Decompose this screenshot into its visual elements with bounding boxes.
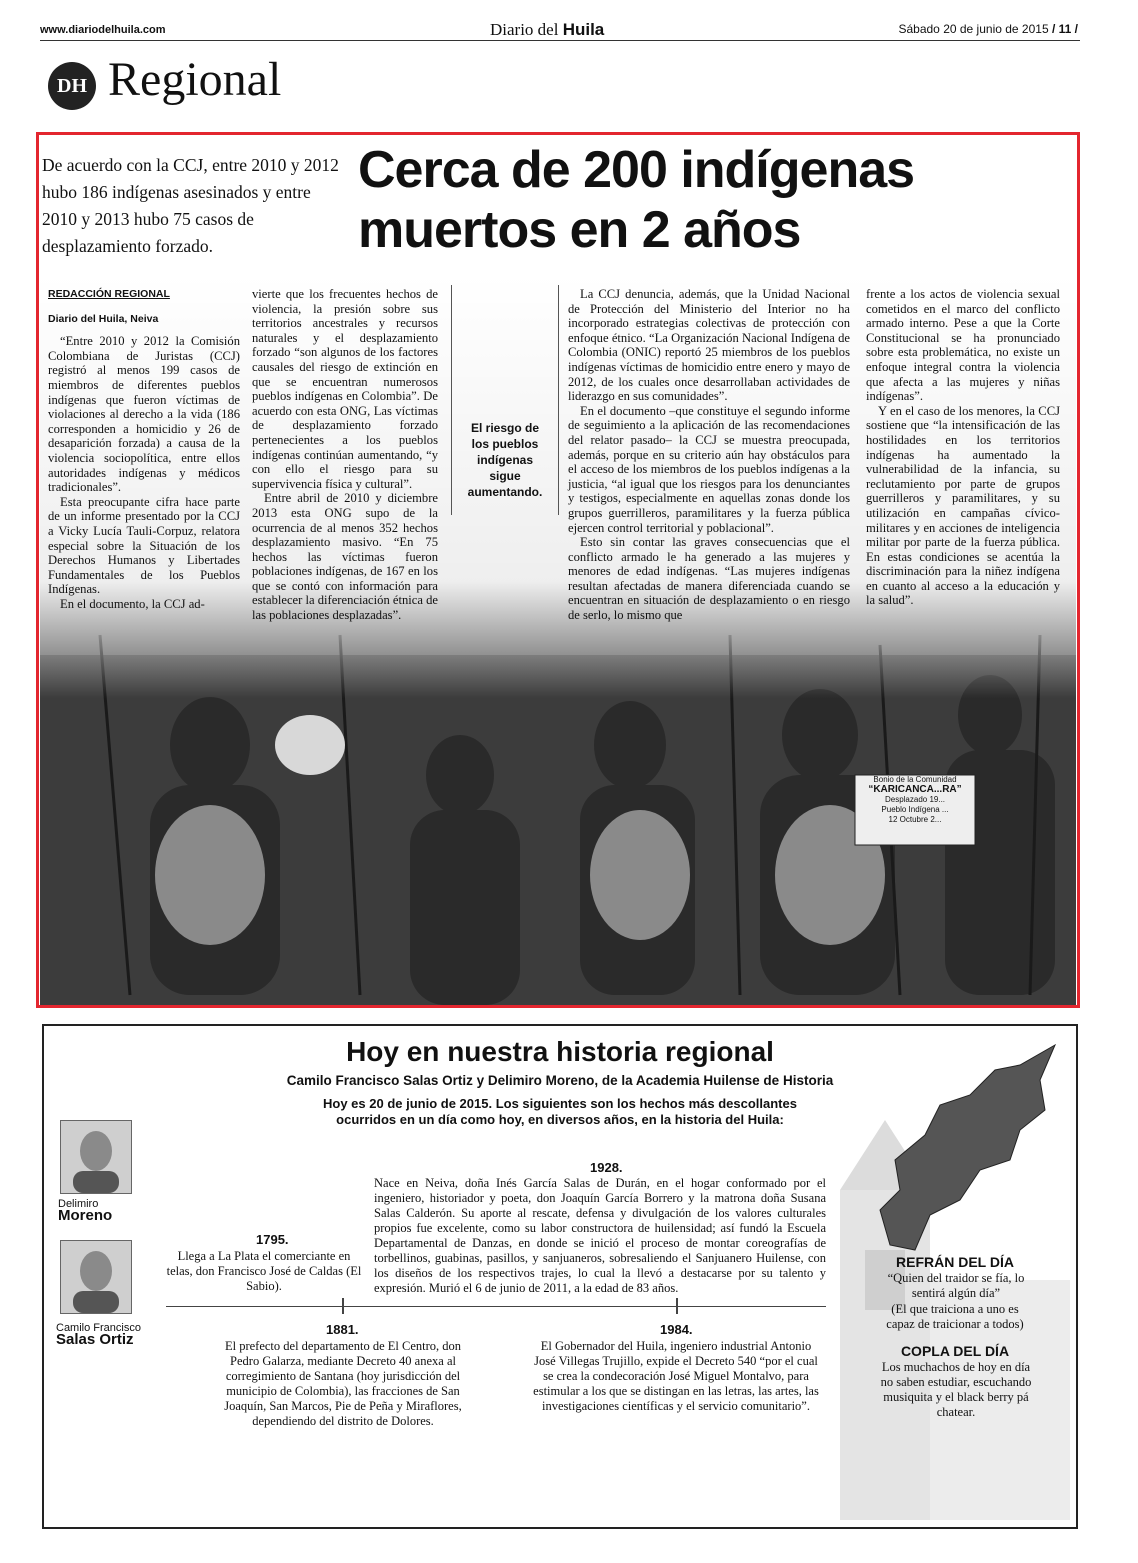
copla-title: COPLA DEL DÍA bbox=[900, 1343, 1010, 1359]
header-rule bbox=[40, 40, 1080, 41]
paragraph: La CCJ denuncia, además, que la Unidad Nacional de Protección del Ministerio del Interior no ha incorporado estrategias colectivas de protección con enfoque étnico. “La Organización Nacional Indígena de Colombia (ONIC) reportó 25 miembros de los pueblos indígenas víctimas de homicidio entre enero y mayo de 2012, de los cuales once desarrollaban actividades de liderazgo en sus comunidades”. bbox=[568, 287, 850, 404]
event-year: 1881. bbox=[326, 1322, 359, 1337]
dh-logo: DH bbox=[48, 62, 96, 110]
article-column-2 bbox=[252, 287, 438, 623]
paragraph: frente a los actos de violencia sexual cometidos en el marco del conflicto armado interno. Pese a que la Corte Constitucional se ha pronunciado sobre esta problemática, no existe un enfoque integral contra la violencia que afecta a las mujeres y niñas indígenas”. bbox=[866, 287, 1060, 404]
refran-explanation: (El que traiciona a uno es capaz de traicionar a todos) bbox=[886, 1302, 1024, 1331]
byline-section: REDACCIÓN REGIONAL bbox=[48, 288, 170, 300]
timeline-tick bbox=[676, 1298, 678, 1314]
column-rule bbox=[451, 285, 452, 515]
issue-date bbox=[898, 22, 1078, 36]
paragraph: Entre abril de 2010 y diciembre 2013 esta ONG supo de la ocurrencia de al menos 352 hechos desplazamiento masivo. “En 75 hechos las víctimas fueron poblaciones indígenas, de 167 en los que se contó con información para establecer la diferenciación étnica de las poblaciones desplazadas”. bbox=[252, 491, 438, 623]
refran-quote: “Quien del traidor se fía, lo sentirá algún día” bbox=[887, 1271, 1025, 1300]
date-text: Sábado 20 de junio de 2015 bbox=[898, 22, 1049, 36]
event-year: 1928. bbox=[590, 1160, 623, 1175]
newspaper-name-bold: Huila bbox=[562, 20, 605, 39]
author-first-name: Delimiro bbox=[58, 1198, 99, 1210]
sign-line-2: “KARICANCA...RA” bbox=[868, 784, 962, 795]
event-year: 1795. bbox=[256, 1232, 289, 1247]
paragraph: vierte que los frecuentes hechos de violencia, la presión sobre sus territorios ancestrales y recursos naturales y el desplazamiento forzado “son algunos de los factores causales del riesgo de extinción en que se encuentran numerosos pueblos indígenas en Colombia”. De acuerdo con esta ONG, Las víctimas de desplazamiento forzado pertenecientes a los pueblos indígenas continúan aumentando, “y con ello el riesgo para su supervivencia física y cultural”. bbox=[252, 287, 438, 491]
sign-line-1: Bonio de la Comunidad bbox=[873, 775, 957, 784]
history-subtitle: Camilo Francisco Salas Ortiz y Delimiro Moreno, de la Academia Huilense de Historia bbox=[286, 1073, 834, 1088]
paragraph: Esta preocupante cifra hace parte de un informe presentado por la CCJ a Vicky Lucía Tauli-Corpuz, relatora especial sobre la Situación de los Derechos Humanos y Libertades Fundamentales de los Pueblos Indígenas. bbox=[48, 494, 240, 597]
article-deck: De acuerdo con la CCJ, entre 2010 y 2012 hubo 186 indígenas asesinados y entre 2010 y 2013 hubo 75 casos de desplazamiento forzado. bbox=[42, 155, 339, 256]
article-column-3 bbox=[568, 287, 850, 623]
sign-line-4: Pueblo Indígena ... bbox=[881, 805, 949, 814]
sign-line-5: 12 Octubre 2... bbox=[888, 815, 942, 824]
column-rule bbox=[558, 285, 559, 515]
paragraph: “Entre 2010 y 2012 la Comisión Colombiana de Juristas (CCJ) registró al menos 199 casos de miembros de diferentes pueblos indígenas que fueron víctimas de violaciones al derecho a la vida (186 corresponden a homicidio y 26 de desaparición forzada) a causa de la violencia sociopolítica, entre ellos autoridades indígenas y médicos tradicionales”. bbox=[48, 334, 240, 495]
event-text: El prefecto del departamento de El Centro, don Pedro Galarza, mediante Decreto 40 anexa al corregimiento de Santana (hoy jurisdicción del municipio de Colombia), las fracciones de San Joaquín, San Marcos, Pie de Peña y Miraflores, dependiendo del distrito de Dolores. bbox=[224, 1339, 462, 1428]
author-first-name: Camilo Francisco bbox=[56, 1322, 141, 1334]
history-intro: Hoy es 20 de junio de 2015. Los siguientes son los hechos más descollantes ocurridos en un día como hoy, en diversos años, en la historia del Huila: bbox=[323, 1096, 797, 1127]
pull-quote: El riesgo de los pueblos indígenas sigue aumentando. bbox=[467, 421, 543, 499]
paragraph: En el documento, la CCJ ad- bbox=[60, 596, 205, 611]
paragraph: Y en el caso de los menores, la CCJ sostiene que “la intensificación de las hostilidades en los territorios indígenas ha aumentado la vulnerabilidad de la infancia, su reclutamiento por parte de grupos guerrilleros y paramilitares, y su utilización en campañas cívico-militares y en acciones de inteligencia militar por parte de la fuerza pública. En estas condiciones se acentúa la discriminación para la niñez indígena en cuanto al acceso a la educación y la salud”. bbox=[866, 403, 1060, 608]
author-caption-moreno bbox=[58, 1198, 112, 1223]
section-title: Regional bbox=[108, 53, 282, 106]
event-text: Nace en Neiva, doña Inés García Salas de Durán, en el hogar conformado por el ingeniero, historiador y poeta, don Joaquín García Borrero y la matrona doña Susana Salas Calderón. Su aporte al rescate, defensa y divulgación de los valores culturales propios fue excelente, como su labor constructora de huilensidad; así fundó la Escuela Departamental de Danzas, en donde se inició el proceso de montar coreografías de torbellinos, guabinas, pasillos, y sanjuaneros, sobresaliendo el Sanjuanero Huilense, con los diseños de los respectivos trajes, lo cual la llevó a destacarse por su talento y expresión. Murió el 6 de junio de 2011, a la edad de 83 años. bbox=[374, 1176, 826, 1295]
article-headline: Cerca de 200 indígenas muertos en 2 años bbox=[358, 141, 915, 259]
event-text: El Gobernador del Huila, ingeniero industrial Antonio José Villegas Trujillo, expide el Decreto 540 “por el cual se crea la condecoración José Miguel Montalvo, para estimular a los que se distingan en las letras, las artes, las investigaciones científicas y el servicio comunitario”. bbox=[533, 1339, 819, 1413]
newspaper-name-prefix: Diario del bbox=[490, 20, 559, 39]
history-title: Hoy en nuestra historia regional bbox=[346, 1036, 774, 1067]
copla-text: Los muchachos de hoy en día no saben estudiar, escuchando musiquita y el black berry pá chatear. bbox=[880, 1360, 1032, 1419]
article-column-4 bbox=[866, 287, 1060, 608]
newspaper-name bbox=[490, 20, 604, 40]
event-text: Llega a La Plata el comerciante en telas, don Francisco José de Caldas (El Sabio). bbox=[166, 1249, 362, 1293]
author-photo-moreno bbox=[60, 1120, 132, 1194]
timeline-tick bbox=[342, 1298, 344, 1314]
website-url: www.diariodelhuila.com bbox=[40, 24, 166, 36]
author-caption-salas bbox=[56, 1322, 141, 1347]
byline-location: Diario del Huila, Neiva bbox=[48, 312, 159, 325]
timeline-rule bbox=[166, 1306, 826, 1307]
event-year: 1984. bbox=[660, 1322, 693, 1337]
paragraph: Esto sin contar las graves consecuencias que el conflicto armado le ha generado a las mujeres y menores de edad indígenas. “Las mujeres indígenas resultan afectadas de manera diferenciada cuando se encuentran en situación de desplazamiento o en riesgo de serlo, lo mismo que bbox=[568, 535, 850, 623]
author-photo-salas bbox=[60, 1240, 132, 1314]
refran-title: REFRÁN DEL DÍA bbox=[896, 1254, 1014, 1270]
author-last-name: Salas Ortiz bbox=[56, 1331, 134, 1348]
article-column-1 bbox=[48, 287, 240, 611]
author-last-name: Moreno bbox=[58, 1207, 113, 1224]
sign-line-3: Desplazado 19... bbox=[884, 795, 946, 804]
paragraph: En el documento –que constituye el segundo informe de seguimiento a la aplicación de las recomendaciones del relator pasado– la CCJ se muestra preocupada, además, porque en su criterio aún hay obstáculos para el acceso de los miembros de los pueblos indígenas a la justicia, “al igual que los riesgos para los denunciantes y testigos, especialmente en aquellas zonas donde los grupos guerrilleros, paramilitares y la fuerza pública ejercen control territorial y poblacional”. bbox=[568, 403, 850, 535]
page-number: / 11 / bbox=[1051, 22, 1078, 36]
